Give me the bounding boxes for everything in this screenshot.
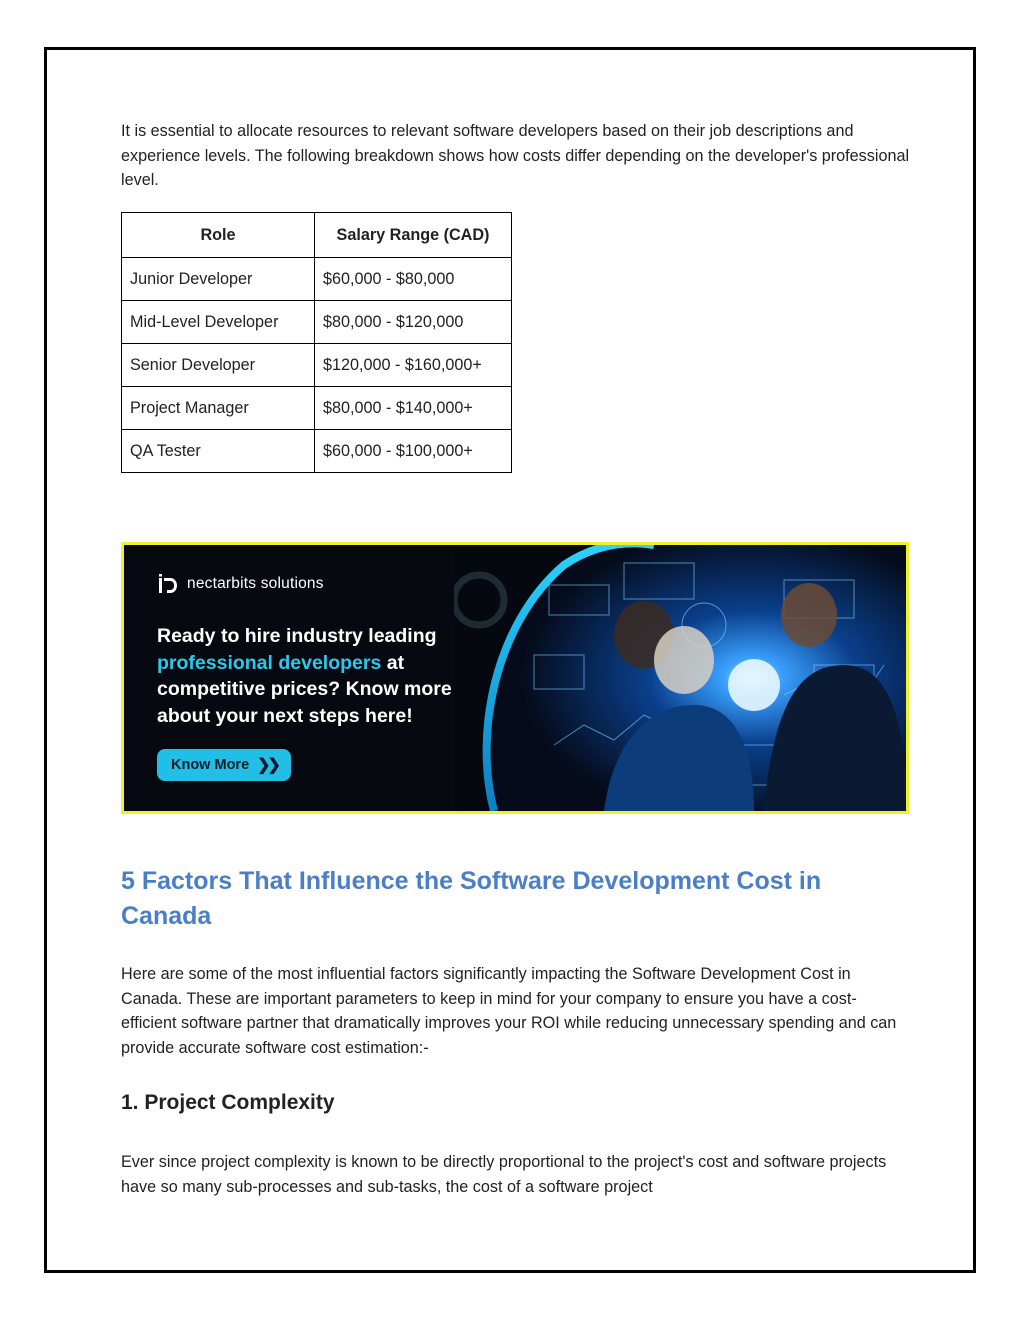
banner-headline <box>157 623 487 729</box>
headline-part-1: Ready to hire industry leading <box>157 625 437 647</box>
intro-paragraph: It is essential to allocate resources to relevant software developers based on their job descriptions and experience levels. The following breakdown shows how costs differ depending on the developer's professional level. <box>121 122 910 189</box>
table-cell-role: Project Manager <box>122 387 315 430</box>
know-more-button[interactable] <box>157 749 291 781</box>
table-row <box>122 258 512 301</box>
table-row <box>122 387 512 430</box>
table-cell-role: Junior Developer <box>122 258 315 301</box>
table-cell-salary: $80,000 - $120,000 <box>315 301 512 344</box>
table-header-salary: Salary Range (CAD) <box>315 213 512 258</box>
headline-part-2: at competitive prices? Know more about your next steps here! <box>157 651 452 727</box>
table-row <box>122 301 512 344</box>
table-row <box>122 344 512 387</box>
promo-banner[interactable] <box>121 542 909 814</box>
table-cell-role: Mid-Level Developer <box>122 301 315 344</box>
table-cell-salary: $60,000 - $100,000+ <box>315 430 512 473</box>
headline-highlight: professional developers <box>157 651 382 674</box>
salary-table <box>121 212 512 473</box>
section-intro-paragraph: Here are some of the most influential factors significantly impacting the Software Development Cost in Canada. These are important parameters to keep in mind for your company to ensure you have a cost-efficient software partner that dramatically improves your ROI while reducing unnecessary spending and can provide accurate software cost estimation:- <box>121 965 897 1057</box>
table-row <box>122 430 512 473</box>
table-cell-salary: $120,000 - $160,000+ <box>315 344 512 387</box>
logo-text: nectarbits solutions <box>187 575 324 592</box>
table-header-role: Role <box>122 213 315 258</box>
nectarbits-logo <box>157 573 324 595</box>
table-cell-salary: $80,000 - $140,000+ <box>315 387 512 430</box>
subsection-paragraph: Ever since project complexity is known to be directly proportional to the project's cost and software projects have so many sub-processes and sub-tasks, the cost of a software project <box>121 1153 887 1196</box>
table-cell-role: Senior Developer <box>122 344 315 387</box>
subsection-title: 1. Project Complexity <box>121 1091 335 1114</box>
double-chevron-right-icon: ❯❯ <box>257 757 278 774</box>
nectarbits-logo-icon <box>157 573 179 595</box>
developers-hologram-illustration <box>454 545 909 811</box>
table-cell-role: QA Tester <box>122 430 315 473</box>
section-title: 5 Factors That Influence the Software Development Cost in Canada <box>121 867 822 930</box>
table-header-row <box>122 213 512 258</box>
know-more-label: Know More <box>171 757 250 773</box>
table-cell-salary: $60,000 - $80,000 <box>315 258 512 301</box>
